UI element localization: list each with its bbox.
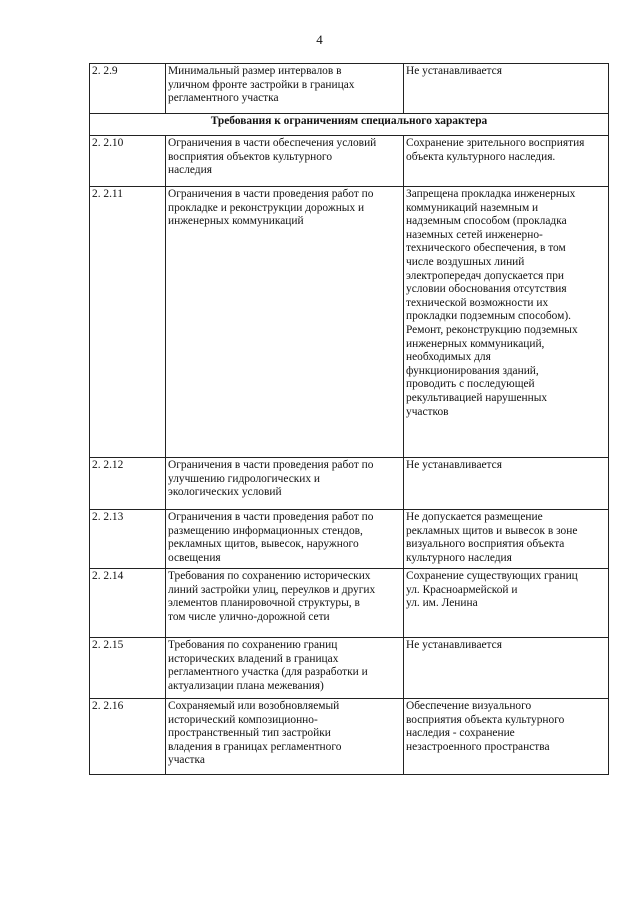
requirement-name: Ограничения в части проведения работ по размещению информационных стендов, рекламных щитов, вывесок, наружного освещения xyxy=(166,510,404,569)
regulation-table xyxy=(89,63,609,775)
table-row xyxy=(90,699,609,775)
requirement-value: Обеспечение визуального восприятия объекта культурного наследия - сохранение незастроенного пространства xyxy=(404,699,609,775)
requirement-name: Сохраняемый или возобновляемый исторический композиционно- пространственный тип застройки владения в границах регламентного участка xyxy=(166,699,404,775)
requirement-name: Требования по сохранению исторических линий застройки улиц, переулков и других элементов планировочной структуры, в том числе улично-дорожной сети xyxy=(166,569,404,638)
row-number: 2. 2.15 xyxy=(90,638,166,699)
section-header-row xyxy=(90,114,609,136)
requirement-name: Ограничения в части проведения работ по прокладке и реконструкции дорожных и инженерных коммуникаций xyxy=(166,187,404,458)
row-number: 2. 2.12 xyxy=(90,458,166,510)
requirement-value: Не устанавливается xyxy=(404,638,609,699)
requirement-value: Запрещена прокладка инженерных коммуникаций наземным и надземным способом (прокладка наземных сетей инженерно- технического обеспечения, в том числе воздушных линий электропередач допускается при условии обоснования отсутствия технической возможности их прокладки подземным способом). Ремонт, реконструкцию подземных инженерных коммуникаций, необходимых для функционирования зданий, проводить с последующей рекультивацией нарушенных участков xyxy=(404,187,609,458)
page-number: 4 xyxy=(316,32,323,47)
row-number: 2. 2.14 xyxy=(90,569,166,638)
requirement-name: Требования по сохранению границ исторических владений в границах регламентного участка (для разработки и актуализации плана межевания) xyxy=(166,638,404,699)
requirement-value: Не допускается размещение рекламных щитов и вывесок в зоне визуального восприятия объекта культурного наследия xyxy=(404,510,609,569)
row-number: 2. 2.10 xyxy=(90,136,166,187)
table-row xyxy=(90,458,609,510)
table-row xyxy=(90,64,609,114)
row-number: 2. 2.13 xyxy=(90,510,166,569)
table-row xyxy=(90,136,609,187)
table-row xyxy=(90,187,609,458)
requirement-name: Ограничения в части проведения работ по улучшению гидрологических и экологических условий xyxy=(166,458,404,510)
requirement-value: Не устанавливается xyxy=(404,64,609,114)
table-row xyxy=(90,510,609,569)
table-row xyxy=(90,569,609,638)
requirement-name: Минимальный размер интервалов в уличном фронте застройки в границах регламентного участка xyxy=(166,64,404,114)
requirement-value: Сохранение зрительного восприятия объекта культурного наследия. xyxy=(404,136,609,187)
section-title: Требования к ограничениям специального характера xyxy=(90,114,609,136)
requirement-value: Сохранение существующих границ ул. Красноармейской и ул. им. Ленина xyxy=(404,569,609,638)
requirement-value: Не устанавливается xyxy=(404,458,609,510)
row-number: 2. 2.9 xyxy=(90,64,166,114)
table-row xyxy=(90,638,609,699)
row-number: 2. 2.11 xyxy=(90,187,166,458)
row-number: 2. 2.16 xyxy=(90,699,166,775)
requirement-name: Ограничения в части обеспечения условий восприятия объектов культурного наследия xyxy=(166,136,404,187)
